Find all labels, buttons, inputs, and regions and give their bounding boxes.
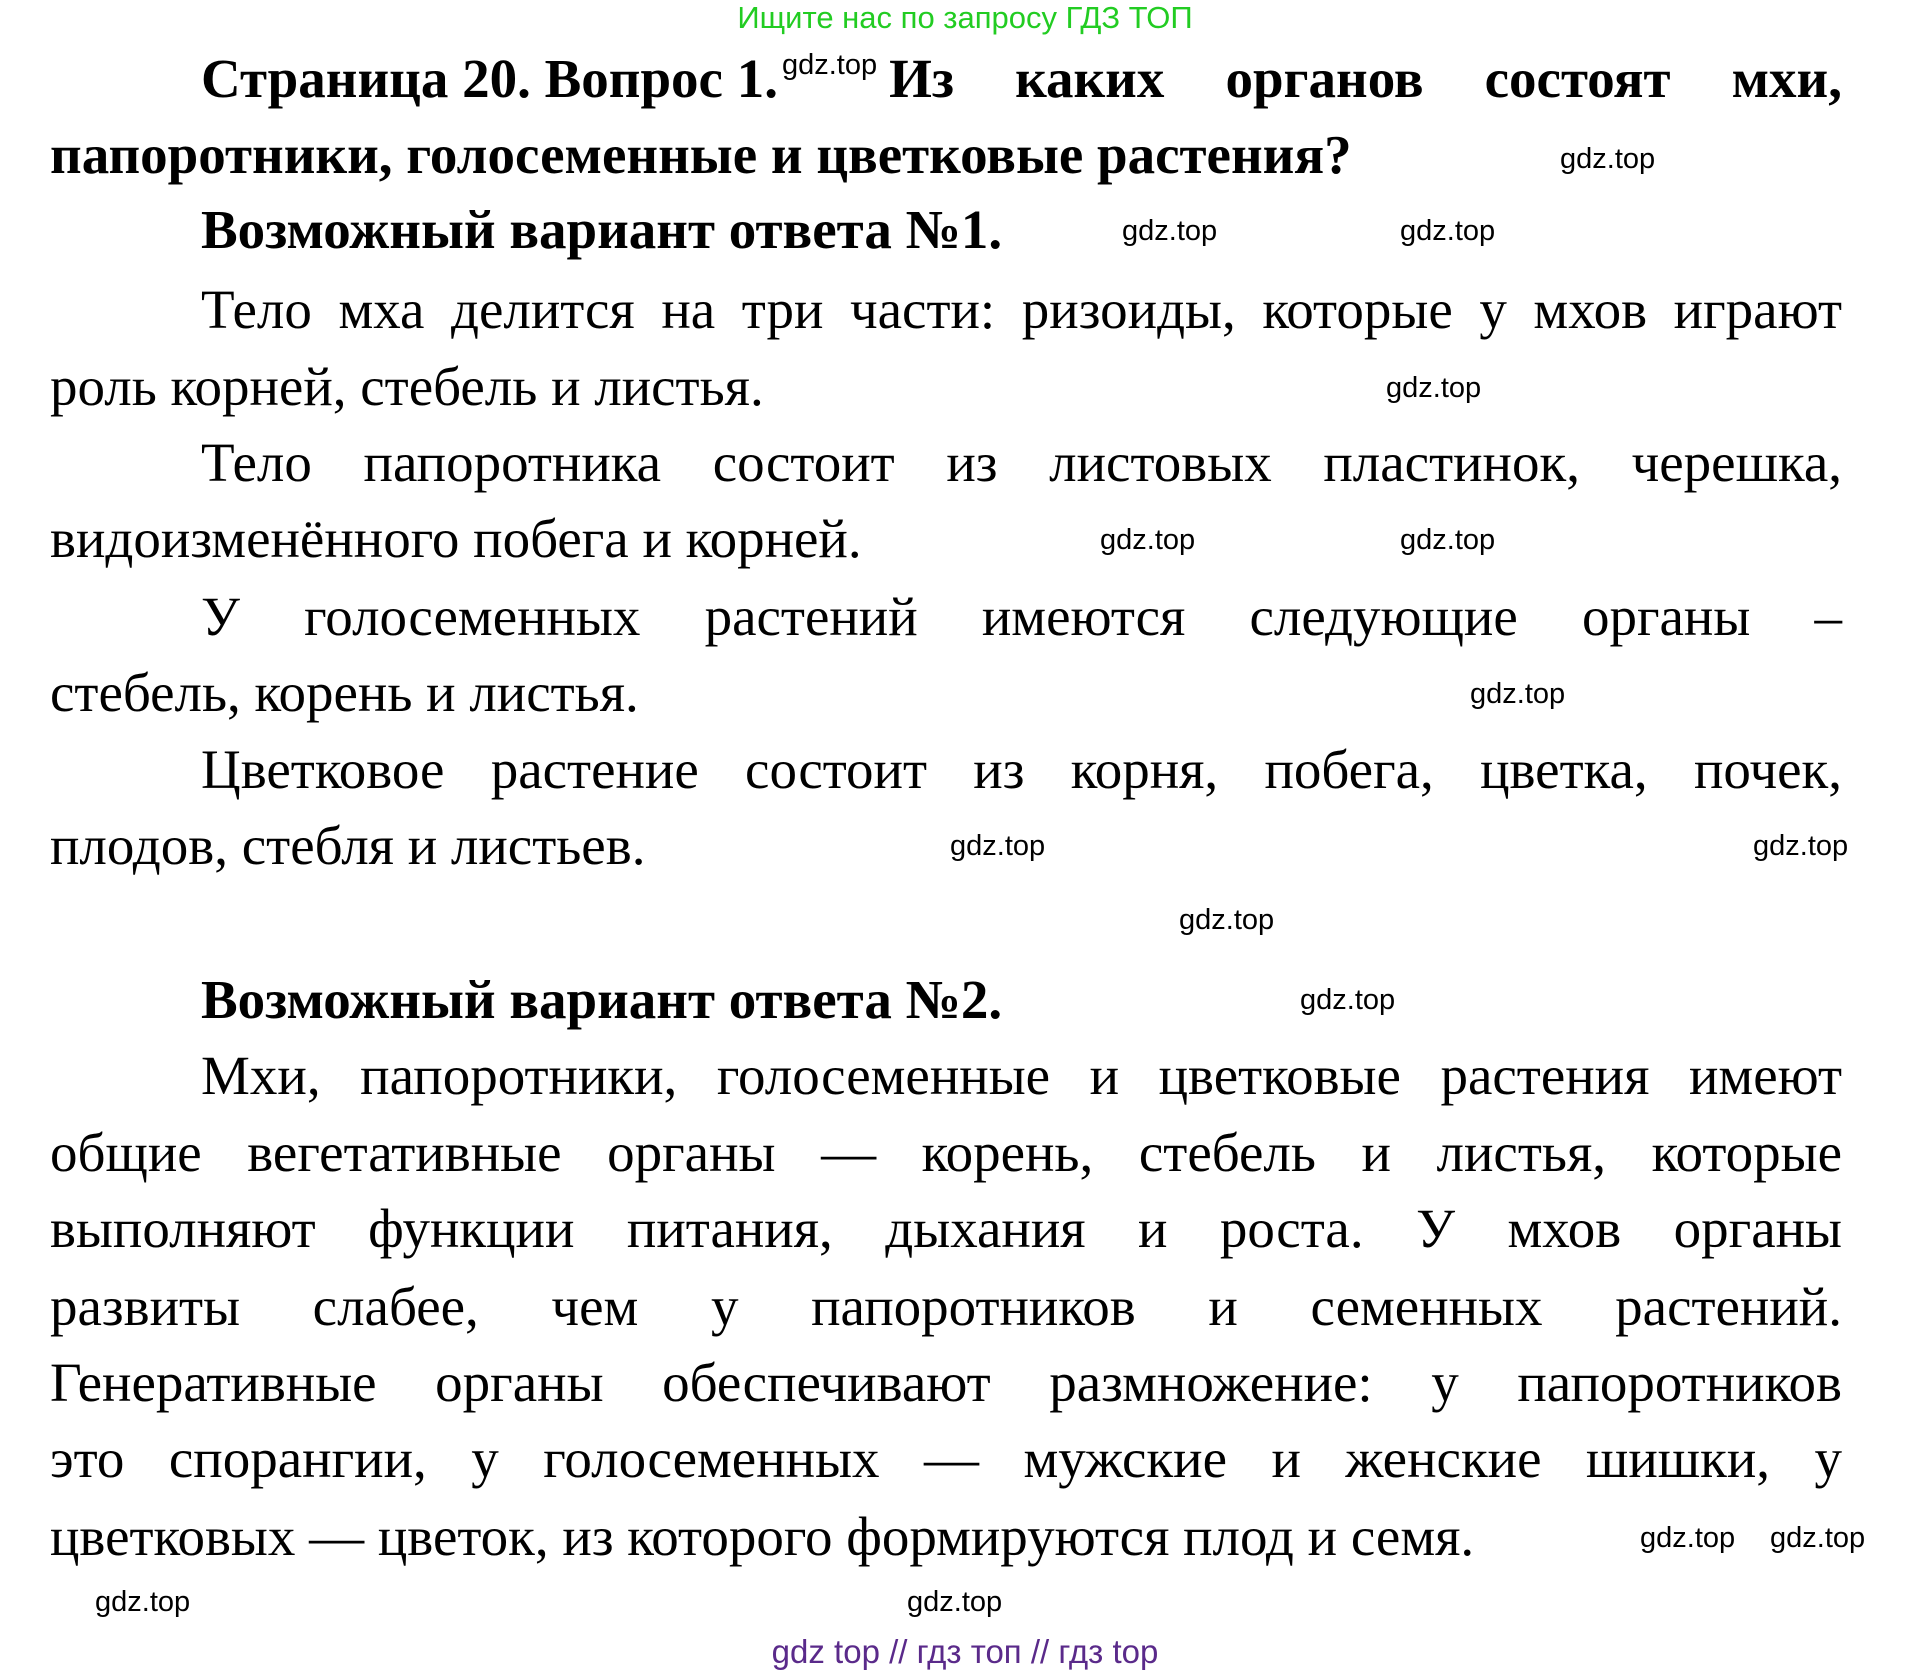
answer2-line: это спорангии, у голосеменных — мужские и женские шишки, у [50,1428,1842,1489]
watermark: gdz.top [950,830,1046,862]
watermark: gdz.top [781,49,878,81]
watermark: gdz.top [1560,143,1656,175]
question-line-2: папоротники, голосеменные и цветковые растения? [50,124,1352,185]
footer-banner: gdz top // гдз топ // гдз top [771,1633,1159,1670]
watermark: gdz.top [1100,524,1196,556]
watermark: gdz.top [1770,1522,1866,1554]
answer1-line: роль корней, стебель и листья. [50,356,764,417]
answer2-line: общие вегетативные органы — корень, стебель и листья, которые [50,1122,1842,1183]
watermark: gdz.top [1753,830,1849,862]
answer2-line: выполняют функции питания, дыхания и роста. У мхов органы [50,1198,1842,1259]
question-prefix: Страница 20. Вопрос 1. [201,48,778,109]
answer2-heading: Возможный вариант ответа №2. [201,969,1003,1030]
answer1-line: Цветковое растение состоит из корня, побега, цветка, почек, [201,739,1842,800]
watermark: gdz.top [1179,904,1275,936]
answer2-line: цветковых — цветок, из которого формируются плод и семя. [50,1506,1475,1567]
answer1-line: У голосеменных растений имеются следующие органы – [201,586,1842,647]
answer1-line: плодов, стебля и листьев. [50,815,646,876]
header-banner: Ищите нас по запросу ГДЗ ТОП [737,0,1193,35]
answer1-line: Тело папоротника состоит из листовых пластинок, черешка, [201,432,1842,493]
answer1-heading: Возможный вариант ответа №1. [201,199,1003,260]
watermark: gdz.top [1400,215,1496,247]
answer2-line: развиты слабее, чем у папоротников и семенных растений. [50,1276,1842,1337]
question-line-1: Из каких органов состоят мхи, [889,48,1842,109]
watermark: gdz.top [907,1586,1003,1618]
question-line-1-row [201,41,1842,117]
watermark: gdz.top [95,1586,191,1618]
watermark: gdz.top [1470,678,1566,710]
watermark: gdz.top [1640,1522,1736,1554]
answer1-line: видоизменённого побега и корней. [50,508,862,569]
answer1-line: Тело мха делится на три части: ризоиды, которые у мхов играют [201,279,1842,340]
watermark: gdz.top [1300,984,1396,1016]
answer2-line: Мхи, папоротники, голосеменные и цветковые растения имеют [201,1045,1842,1106]
watermark: gdz.top [1386,372,1482,404]
answer2-line: Генеративные органы обеспечивают размножение: у папоротников [50,1352,1842,1413]
answer1-line: стебель, корень и листья. [50,662,639,723]
watermark: gdz.top [1400,524,1496,556]
watermark: gdz.top [1122,215,1218,247]
